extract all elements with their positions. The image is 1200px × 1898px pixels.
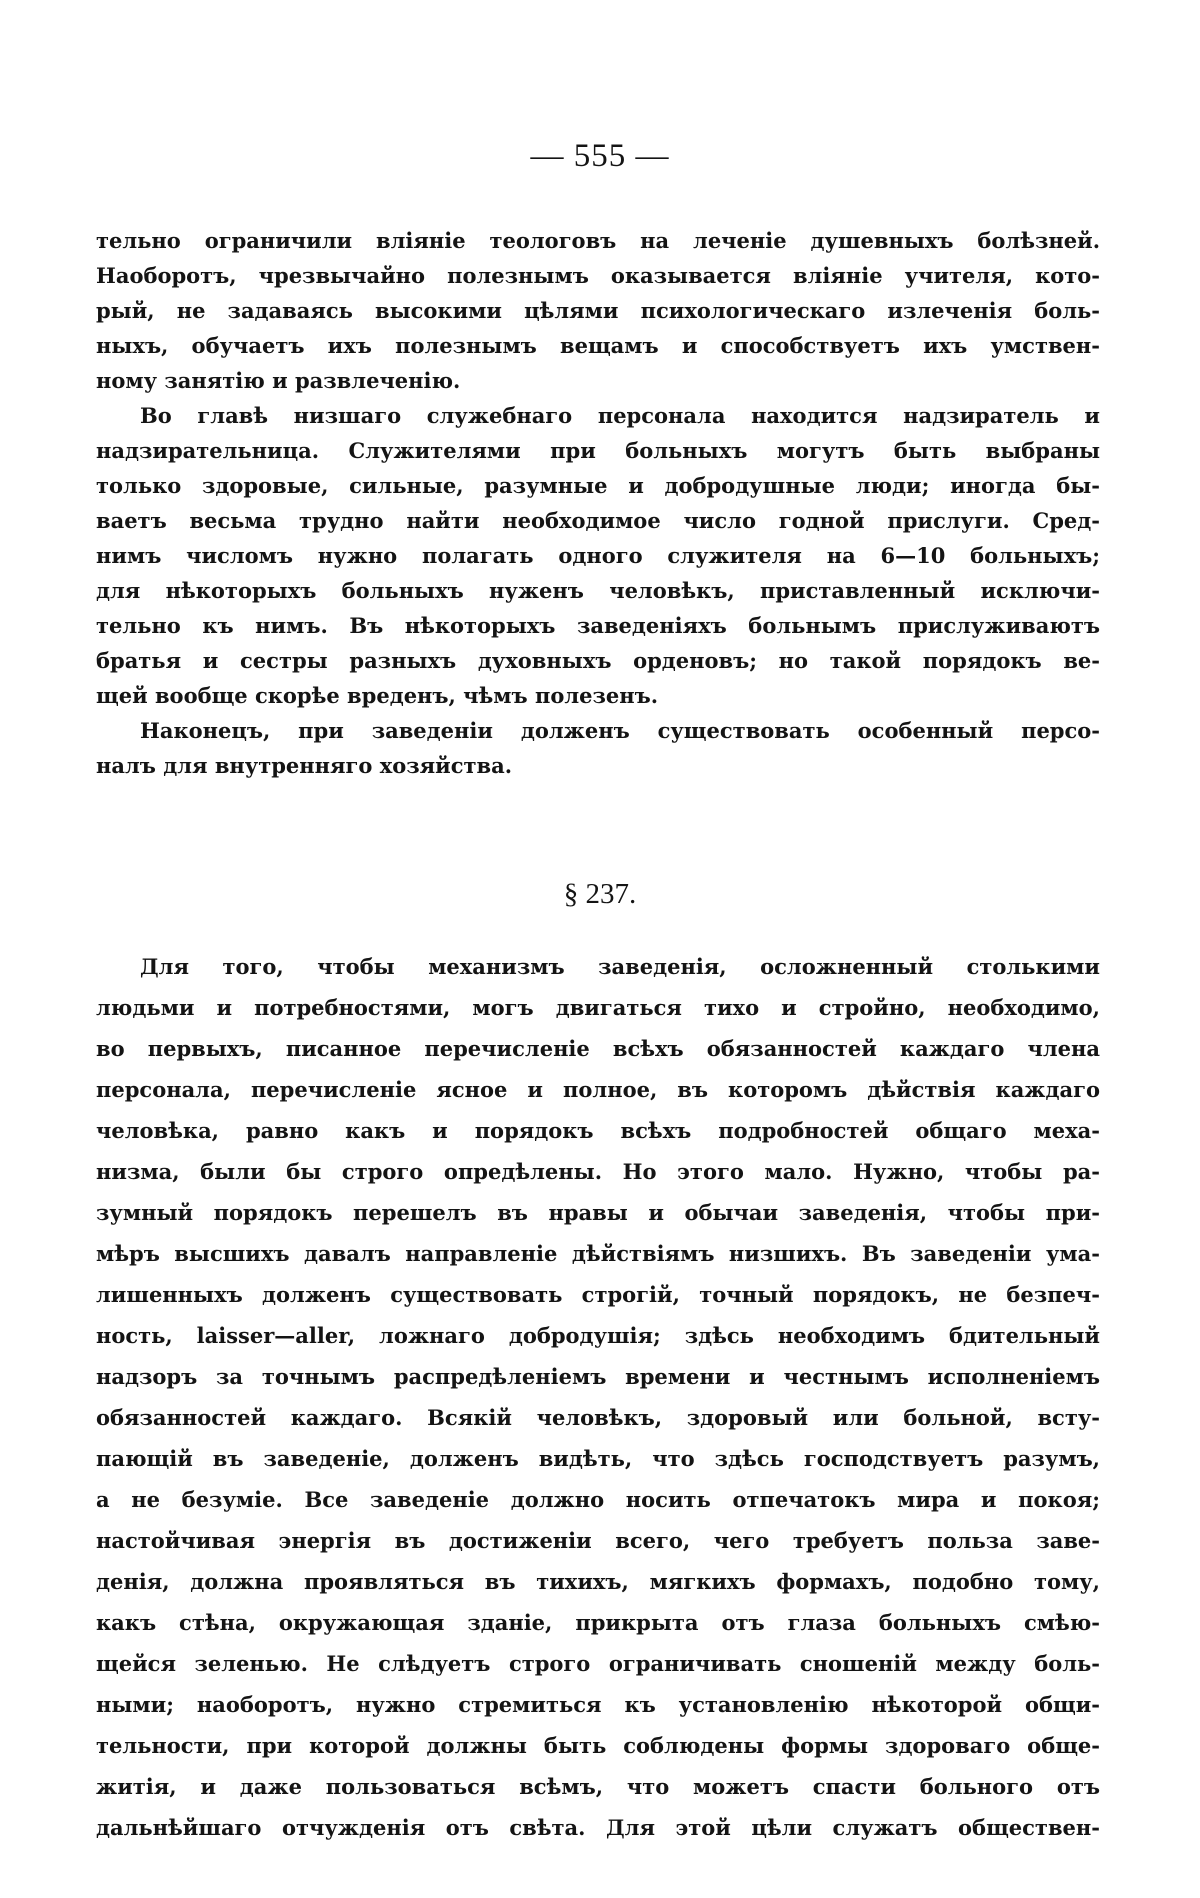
text-line: тельно къ нимъ. Въ нѣкоторыхъ заведеніяхъ больнымъ прислуживаютъ — [96, 613, 1100, 638]
text-line: а не безуміе. Все заведеніе должно носить отпечатокъ мира и покоя; — [96, 1487, 1100, 1512]
text-line: рый, не задаваясь высокими цѣлями психологическаго излеченія боль- — [96, 298, 1100, 323]
text-line: человѣка, равно какъ и порядокъ всѣхъ подробностей общаго меха- — [96, 1118, 1100, 1143]
text-line: ныхъ, обучаетъ ихъ полезнымъ вещамъ и способствуетъ ихъ умствен- — [96, 333, 1100, 358]
text-line: тельно ограничили вліяніе теологовъ на леченіе душевныхъ болѣзней. — [96, 228, 1100, 253]
text-line: лишенныхъ долженъ существовать строгій, точный порядокъ, не безпеч- — [96, 1282, 1100, 1307]
text-line: щейся зеленью. Не слѣдуетъ строго ограничивать сношеній между боль- — [96, 1651, 1100, 1676]
text-line: зумный порядокъ перешелъ въ нравы и обычаи заведенія, чтобы при- — [96, 1200, 1100, 1225]
text-line: только здоровые, сильные, разумные и добродушные люди; иногда бы- — [96, 473, 1100, 498]
text-line: тельности, при которой должны быть соблюдены формы здороваго обще- — [96, 1733, 1100, 1758]
text-line: пающій въ заведеніе, долженъ видѣть, что здѣсь господствуетъ разумъ, — [96, 1446, 1100, 1471]
text-line: нимъ числомъ нужно полагать одного служителя на 6—10 больныхъ; — [96, 543, 1100, 568]
text-line: надзоръ за точнымъ распредѣленіемъ времени и честнымъ исполненіемъ — [96, 1364, 1100, 1389]
text-line: Во главѣ низшаго служебнаго персонала находится надзиратель и — [140, 403, 1100, 428]
text-line: ность, laisser—aller, ложнаго добродушія; здѣсь необходимъ бдительный — [96, 1323, 1100, 1348]
text-line: во первыхъ, писанное перечисленіе всѣхъ обязанностей каждаго члена — [96, 1036, 1100, 1061]
text-line: какъ стѣна, окружающая зданіе, прикрыта отъ глаза больныхъ смѣю- — [96, 1610, 1100, 1635]
text-line: житія, и даже пользоваться всѣмъ, что можетъ спасти больного отъ — [96, 1774, 1100, 1799]
text-line: налъ для внутренняго хозяйства. — [96, 753, 513, 778]
text-line: настойчивая энергія въ достиженіи всего, чего требуетъ польза заве- — [96, 1528, 1100, 1553]
text-line: для нѣкоторыхъ больныхъ нуженъ человѣкъ, приставленный исключи- — [96, 578, 1100, 603]
section-heading: § 237. — [563, 878, 637, 910]
text-line: обязанностей каждаго. Всякій человѣкъ, здоровый или больной, всту- — [96, 1405, 1100, 1430]
text-line: людьми и потребностями, могъ двигаться тихо и стройно, необходимо, — [96, 995, 1100, 1020]
text-line: щей вообще скорѣе вреденъ, чѣмъ полезенъ. — [96, 683, 659, 708]
text-line: мѣръ высшихъ давалъ направленіе дѣйствіямъ низшихъ. Въ заведеніи ума- — [96, 1241, 1100, 1266]
text-line: дальнѣйшаго отчужденія отъ свѣта. Для этой цѣли служатъ обществен- — [96, 1815, 1100, 1840]
text-line: Для того, чтобы механизмъ заведенія, осложненный столькими — [140, 954, 1100, 979]
text-line: ваетъ весьма трудно найти необходимое число годной прислуги. Сред- — [96, 508, 1100, 533]
text-line: Наоборотъ, чрезвычайно полезнымъ оказывается вліяніе учителя, кото- — [96, 263, 1100, 288]
page-number: — 555 — — [530, 138, 670, 174]
text-line: Наконецъ, при заведеніи долженъ существовать особенный персо- — [140, 718, 1100, 743]
text-line: братья и сестры разныхъ духовныхъ орденовъ; но такой порядокъ ве- — [96, 648, 1100, 673]
text-line: денія, должна проявляться въ тихихъ, мягкихъ формахъ, подобно тому, — [96, 1569, 1100, 1594]
text-line: ными; наоборотъ, нужно стремиться къ установленію нѣкоторой общи- — [96, 1692, 1100, 1717]
text-line: надзирательница. Служителями при больныхъ могутъ быть выбраны — [96, 438, 1100, 463]
text-line: низма, были бы строго опредѣлены. Но этого мало. Нужно, чтобы ра- — [96, 1159, 1100, 1184]
text-line: персонала, перечисленіе ясное и полное, въ которомъ дѣйствія каждаго — [96, 1077, 1100, 1102]
text-line: ному занятію и развлеченію. — [96, 368, 461, 393]
